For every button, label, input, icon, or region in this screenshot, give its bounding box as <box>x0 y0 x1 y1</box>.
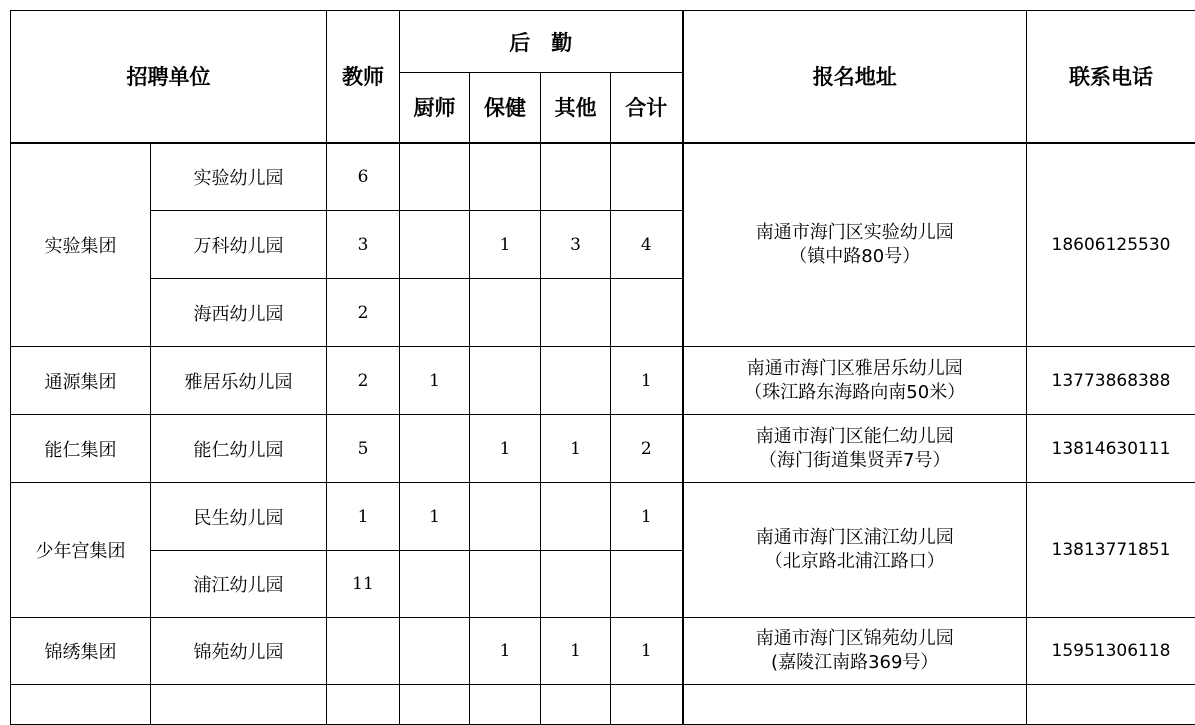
total-count-cell: 1 <box>611 618 683 685</box>
header-unit: 招聘单位 <box>11 11 327 143</box>
address-cell <box>683 347 1027 415</box>
total-count-cell: 1 <box>611 347 683 415</box>
header-logistics: 后 勤 <box>400 11 683 73</box>
empty-cell <box>541 685 611 725</box>
header-teacher: 教师 <box>327 11 400 143</box>
address-line: （北京路北浦江路口） <box>684 550 1027 574</box>
other-count-cell <box>541 551 611 618</box>
health-count-cell: 1 <box>470 211 541 279</box>
header-health: 保健 <box>470 73 541 143</box>
other-count-cell <box>541 347 611 415</box>
phone-cell: 18606125530 <box>1027 143 1195 347</box>
table-header <box>11 11 1195 143</box>
group-name-cell: 实验集团 <box>11 143 151 347</box>
table-row <box>11 618 1195 685</box>
other-count-cell: 1 <box>541 415 611 483</box>
school-name-cell: 实验幼儿园 <box>151 143 327 211</box>
table-row <box>11 347 1195 415</box>
health-count-cell <box>470 483 541 551</box>
empty-cell <box>611 685 683 725</box>
health-count-cell: 1 <box>470 618 541 685</box>
table-row <box>11 415 1195 483</box>
health-count-cell <box>470 143 541 211</box>
total-count-cell <box>611 279 683 347</box>
empty-cell <box>327 685 400 725</box>
address-cell <box>683 483 1027 618</box>
total-count-cell: 2 <box>611 415 683 483</box>
table-row <box>11 483 1195 551</box>
chef-count-cell: 1 <box>400 347 470 415</box>
address-line: 南通市海门区浦江幼儿园 <box>684 526 1027 550</box>
table-body <box>11 143 1195 725</box>
total-count-cell <box>611 143 683 211</box>
group-name-cell: 能仁集团 <box>11 415 151 483</box>
table-row-partial <box>11 685 1195 725</box>
address-cell <box>683 618 1027 685</box>
health-count-cell <box>470 279 541 347</box>
school-name-cell: 民生幼儿园 <box>151 483 327 551</box>
group-name-cell: 通源集团 <box>11 347 151 415</box>
school-name-cell: 雅居乐幼儿园 <box>151 347 327 415</box>
address-line: （海门街道集贤弄7号） <box>684 449 1027 473</box>
other-count-cell: 3 <box>541 211 611 279</box>
chef-count-cell <box>400 618 470 685</box>
recruitment-table <box>10 10 1195 725</box>
chef-count-cell <box>400 279 470 347</box>
address-cell <box>683 143 1027 347</box>
header-phone: 联系电话 <box>1027 11 1195 143</box>
school-name-cell: 万科幼儿园 <box>151 211 327 279</box>
teacher-count-cell: 2 <box>327 279 400 347</box>
other-count-cell <box>541 279 611 347</box>
address-cell <box>683 415 1027 483</box>
other-count-cell <box>541 143 611 211</box>
address-line: （镇中路80号） <box>684 245 1027 269</box>
teacher-count-cell: 1 <box>327 483 400 551</box>
address-line: 南通市海门区锦苑幼儿园 <box>684 627 1027 651</box>
teacher-count-cell: 6 <box>327 143 400 211</box>
header-address: 报名地址 <box>683 11 1027 143</box>
phone-cell: 15951306118 <box>1027 618 1195 685</box>
address-line: 南通市海门区实验幼儿园 <box>684 221 1027 245</box>
health-count-cell <box>470 551 541 618</box>
other-count-cell <box>541 483 611 551</box>
chef-count-cell <box>400 143 470 211</box>
teacher-count-cell <box>327 618 400 685</box>
total-count-cell: 1 <box>611 483 683 551</box>
address-line: （珠江路东海路向南50米） <box>684 381 1027 405</box>
empty-cell <box>1027 685 1195 725</box>
address-line: 南通市海门区能仁幼儿园 <box>684 425 1027 449</box>
chef-count-cell <box>400 415 470 483</box>
school-name-cell: 能仁幼儿园 <box>151 415 327 483</box>
empty-cell <box>470 685 541 725</box>
health-count-cell <box>470 347 541 415</box>
total-count-cell: 4 <box>611 211 683 279</box>
header-chef: 厨师 <box>400 73 470 143</box>
phone-cell: 13814630111 <box>1027 415 1195 483</box>
address-line: (嘉陵江南路369号） <box>684 651 1027 675</box>
phone-cell: 13813771851 <box>1027 483 1195 618</box>
teacher-count-cell: 5 <box>327 415 400 483</box>
table-row <box>11 143 1195 211</box>
chef-count-cell: 1 <box>400 483 470 551</box>
group-name-cell: 锦绣集团 <box>11 618 151 685</box>
chef-count-cell <box>400 551 470 618</box>
other-count-cell: 1 <box>541 618 611 685</box>
teacher-count-cell: 11 <box>327 551 400 618</box>
empty-cell <box>400 685 470 725</box>
phone-cell: 13773868388 <box>1027 347 1195 415</box>
teacher-count-cell: 3 <box>327 211 400 279</box>
empty-cell <box>11 685 151 725</box>
header-other: 其他 <box>541 73 611 143</box>
empty-cell <box>683 685 1027 725</box>
school-name-cell: 海西幼儿园 <box>151 279 327 347</box>
health-count-cell: 1 <box>470 415 541 483</box>
school-name-cell: 浦江幼儿园 <box>151 551 327 618</box>
chef-count-cell <box>400 211 470 279</box>
empty-cell <box>151 685 327 725</box>
total-count-cell <box>611 551 683 618</box>
address-line: 南通市海门区雅居乐幼儿园 <box>684 357 1027 381</box>
group-name-cell: 少年宫集团 <box>11 483 151 618</box>
header-total: 合计 <box>611 73 683 143</box>
teacher-count-cell: 2 <box>327 347 400 415</box>
school-name-cell: 锦苑幼儿园 <box>151 618 327 685</box>
